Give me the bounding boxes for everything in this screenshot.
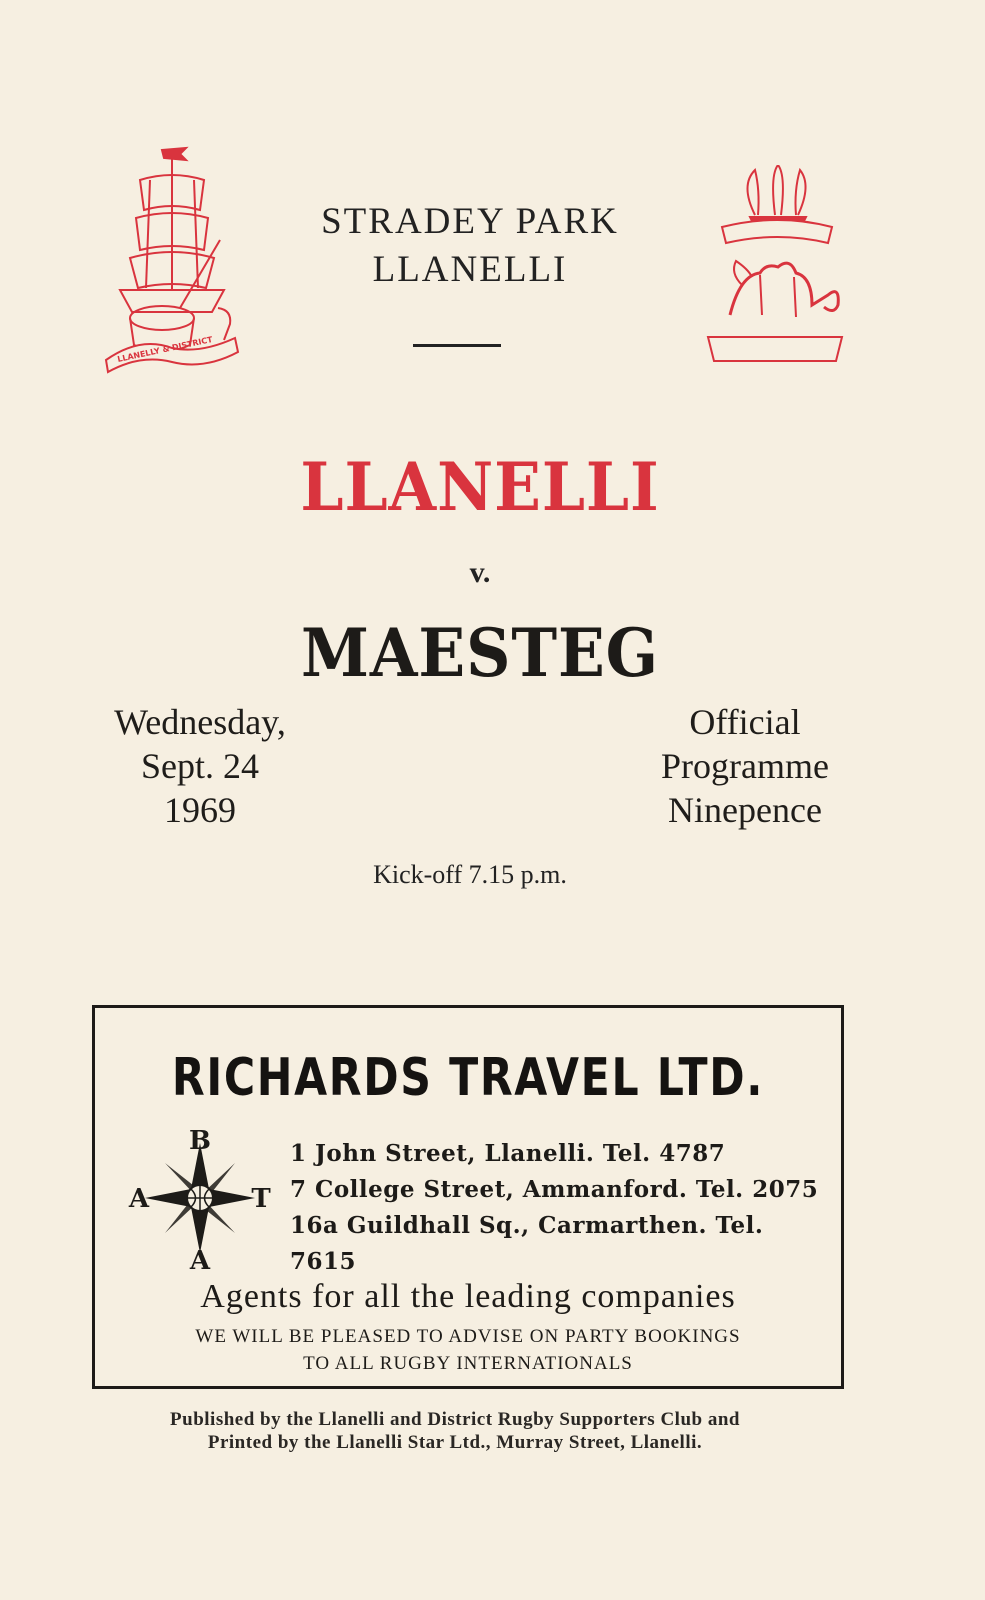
programme-price: Ninepence xyxy=(668,790,822,830)
divider-rule xyxy=(413,344,501,347)
address-ammanford: 7 College Street, Ammanford. Tel. 2075 xyxy=(290,1176,819,1203)
advert-company-name: RICHARDS TRAVEL LTD. xyxy=(171,1048,765,1108)
match-date xyxy=(70,700,330,832)
advert-note-bookings: WE WILL BE PLEASED TO ADVISE ON PARTY BOOKINGS xyxy=(195,1326,741,1347)
advert-tagline: Agents for all the leading companies xyxy=(200,1278,736,1315)
dragon-feathers-crest-icon xyxy=(700,165,850,370)
home-team: LLANELLI xyxy=(300,448,660,526)
publisher-line-2: Printed by the Llanelli Star Ltd., Murray Street, Llanelli. xyxy=(207,1432,703,1453)
ship-crest-icon xyxy=(100,140,245,375)
programme-info xyxy=(620,700,870,832)
abta-letter-b: B xyxy=(189,1126,211,1156)
away-team: MAESTEG xyxy=(300,614,660,692)
address-llanelli: 1 John Street, Llanelli. Tel. 4787 xyxy=(290,1140,726,1167)
venue-town: LLANELLI xyxy=(372,249,568,290)
date-year: 1969 xyxy=(164,790,236,830)
programme-official: Official xyxy=(689,702,801,742)
abta-letter-a2: A xyxy=(189,1246,211,1273)
date-month-day: Sept. 24 xyxy=(140,746,259,786)
kickoff-time: Kick-off 7.15 p.m. xyxy=(373,860,567,889)
crest-left-text: LLANELLY & DISTRICT xyxy=(116,334,214,364)
advert-box xyxy=(92,1005,844,1389)
address-carmarthen: 16a Guildhall Sq., Carmarthen. Tel. 7615 xyxy=(290,1212,764,1275)
versus-label: v. xyxy=(469,556,491,589)
programme-label: Programme xyxy=(661,746,829,786)
date-day: Wednesday, xyxy=(114,702,286,742)
publisher-imprint xyxy=(90,1408,820,1454)
abta-letter-t: T xyxy=(251,1184,271,1214)
publisher-line-1: Published by the Llanelli and District Rugby Supporters Club and xyxy=(170,1409,740,1430)
abta-letter-a1: A xyxy=(128,1184,150,1214)
abta-compass-star-icon xyxy=(125,1123,275,1273)
advert-note-internationals: TO ALL RUGBY INTERNATIONALS xyxy=(303,1353,633,1374)
advert-addresses xyxy=(290,1136,830,1280)
venue-name: STRADEY PARK xyxy=(321,201,619,242)
